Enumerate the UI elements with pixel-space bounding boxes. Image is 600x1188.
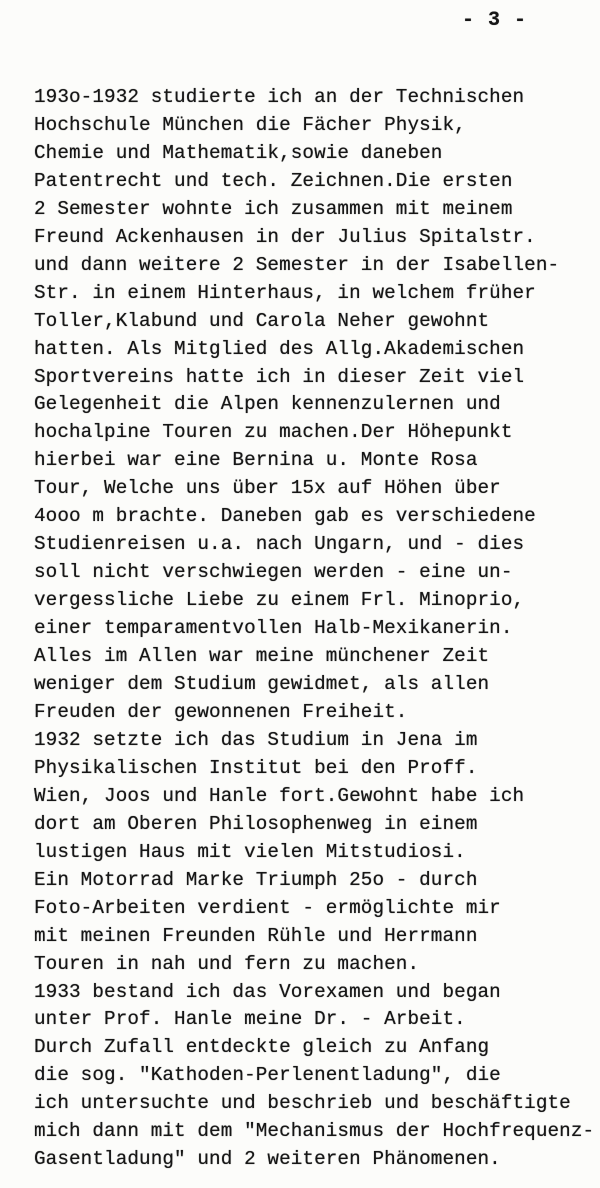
text-line: soll nicht verschwiegen werden - eine un- xyxy=(34,561,513,584)
text-line: dort am Oberen Philosophenweg in einem xyxy=(34,812,478,835)
text-line: Physikalischen Institut bei den Proff. xyxy=(34,756,478,779)
text-line: ich untersuchte und beschrieb und beschäftigte xyxy=(34,1092,571,1115)
text-line: mich dann mit dem "Mechanismus der Hochfrequenz- xyxy=(34,1120,595,1143)
text-line: Tour, Welche uns über 15x auf Höhen über xyxy=(34,477,501,500)
text-line: Freund Ackenhausen in der Julius Spitalstr. xyxy=(34,225,536,248)
text-line: hatten. Als Mitglied des Allg.Akademischen xyxy=(34,337,525,360)
text-line: Touren in nah und fern zu machen. xyxy=(34,952,420,975)
text-line: Studienreisen u.a. nach Ungarn, und - dies xyxy=(34,533,525,556)
text-line: Patentrecht und tech. Zeichnen.Die ersten xyxy=(34,169,513,192)
text-line: einer temparamentvollen Halb-Mexikanerin. xyxy=(34,617,513,640)
text-line: Wien, Joos und Hanle fort.Gewohnt habe ich xyxy=(34,784,525,807)
text-line: Ein Motorrad Marke Triumph 25o - durch xyxy=(34,868,478,891)
text-line: Toller,Klabund und Carola Neher gewohnt xyxy=(34,309,490,332)
text-line: Foto-Arbeiten verdient - ermöglichte mir xyxy=(34,896,501,919)
text-line: vergessliche Liebe zu einem Frl. Minoprio, xyxy=(34,589,525,612)
text-line: hochalpine Touren zu machen.Der Höhepunkt xyxy=(34,421,513,444)
text-line: mit meinen Freunden Rühle und Herrmann xyxy=(34,924,478,947)
page-number: - 3 - xyxy=(462,9,528,32)
text-line: 1933 bestand ich das Vorexamen und began xyxy=(34,980,501,1003)
text-line: weniger dem Studium gewidmet, als allen xyxy=(34,673,490,696)
text-line: 4ooo m brachte. Daneben gab es verschiedene xyxy=(34,505,536,528)
text-line: lustigen Haus mit vielen Mitstudiosi. xyxy=(34,840,466,863)
text-line: Sportvereins hatte ich in dieser Zeit viel xyxy=(34,365,525,388)
text-line: 1932 setzte ich das Studium in Jena im xyxy=(34,728,478,751)
text-line: die sog. "Kathoden-Perlenentladung", die xyxy=(34,1064,501,1087)
text-line: Hochschule München die Fächer Physik, xyxy=(34,113,466,136)
text-line: Chemie und Mathematik,sowie daneben xyxy=(34,141,443,164)
text-line: 2 Semester wohnte ich zusammen mit meinem xyxy=(34,197,513,220)
text-line: Freuden der gewonnenen Freiheit. xyxy=(34,700,408,723)
text-line: unter Prof. Hanle meine Dr. - Arbeit. xyxy=(34,1008,466,1031)
text-line: Gelegenheit die Alpen kennenzulernen und xyxy=(34,393,501,416)
text-line: Str. in einem Hinterhaus, in welchem früher xyxy=(34,281,536,304)
document-body xyxy=(34,84,600,1174)
text-line: Durch Zufall entdeckte gleich zu Anfang xyxy=(34,1036,490,1059)
text-line: hierbei war eine Bernina u. Monte Rosa xyxy=(34,449,478,472)
text-line: Gasentladung" und 2 weiteren Phänomenen. xyxy=(34,1148,501,1171)
text-line: und dann weitere 2 Semester in der Isabellen- xyxy=(34,253,560,276)
text-line: 193o-1932 studierte ich an der Technischen xyxy=(34,86,525,108)
text-line: Alles im Allen war meine münchener Zeit xyxy=(34,645,490,668)
